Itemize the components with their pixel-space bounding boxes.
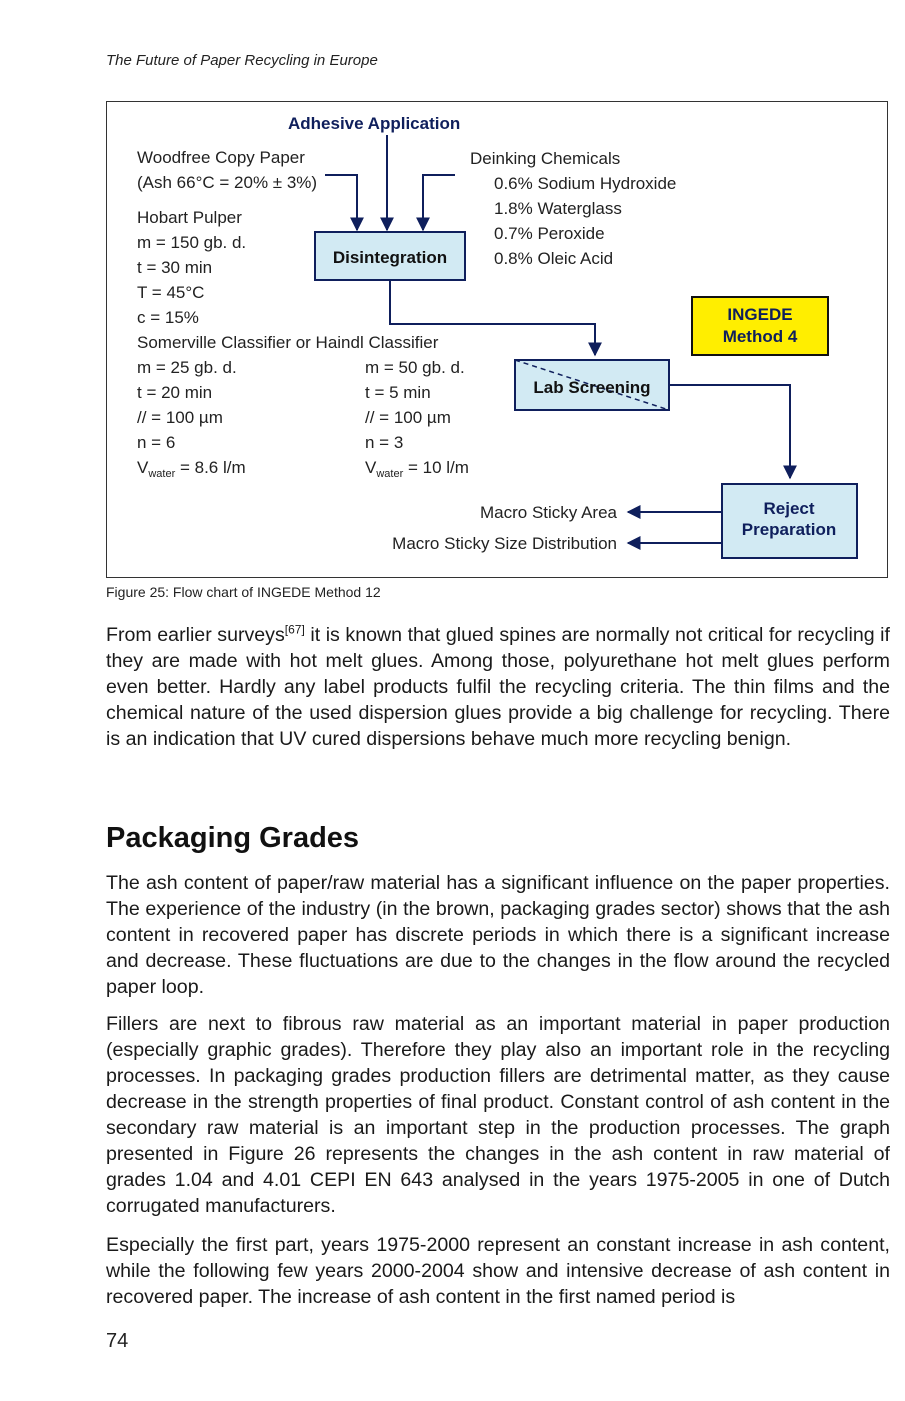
deinking-chemicals-title: Deinking Chemicals (470, 149, 621, 168)
section-heading-packaging-grades: Packaging Grades (106, 822, 360, 854)
haindl-mass: m = 50 gb. d. (365, 358, 465, 377)
haindl-time: t = 5 min (365, 383, 431, 402)
pulper-temperature-label: T = 45°C (137, 283, 205, 302)
classifier-label: Somerville Classifier or Haindl Classifier (137, 333, 439, 352)
somerville-time: t = 20 min (137, 383, 213, 402)
lab-screening-label: Lab Screening (533, 378, 651, 397)
reference-67: [67] (284, 622, 305, 637)
adhesive-application-label: Adhesive Application (288, 114, 461, 133)
deinking-item: 0.7% Peroxide (494, 224, 605, 243)
method-4-label: Method 4 (722, 327, 798, 346)
woodfree-to-disintegration-arrow (325, 175, 357, 230)
reject-label: Reject (763, 499, 815, 518)
figure-caption: Figure 25: Flow chart of INGEDE Method 12 (106, 584, 381, 600)
preparation-label: Preparation (741, 520, 837, 539)
pulper-mass-label: m = 150 gb. d. (137, 233, 247, 252)
paragraph-glued-spines: From earlier surveys[67] it is known that glued spines are normally not critical for recycling if they are made with hot melt glues. Among those, polyurethane hot melt glues perform even better. Hardly any label products fulfil the recycling criteria. The thin films and the chemical nature of the used dispersion glues provide a big challenge for recycling. There is an indication that UV cured dispersions behave much more recycling benign. (106, 622, 890, 750)
woodfree-paper-label: Woodfree Copy Paper (137, 148, 305, 167)
running-header: The Future of Paper Recycling in Europe (106, 52, 378, 69)
haindl-slot: // = 100 µm (365, 408, 451, 427)
pulper-consistency-label: c = 15% (137, 308, 199, 327)
somerville-water: $V_{water} = 8.6$ l/m (137, 458, 246, 480)
deinking-item: 1.8% Waterglass (494, 199, 622, 218)
haindl-n: n = 3 (365, 433, 404, 452)
haindl-water: $V_{water} = 10$ l/m (365, 458, 469, 480)
disintegration-label: Disintegration (332, 248, 448, 267)
flow-chart-figure (106, 101, 888, 578)
flow-chart-svg (107, 102, 889, 579)
paragraph-increase: Especially the first part, years 1975-2000 represent an constant increase in ash content, while the following few years 2000-2004 show and intensive decrease of ash content in recovered paper. The increase of ash content in the first named period is (106, 1234, 890, 1308)
pulper-time-label: t = 30 min (137, 258, 213, 277)
page-number: 74 (106, 1330, 129, 1352)
deinking-item: 0.6% Sodium Hydroxide (494, 174, 677, 193)
deinking-to-disintegration-arrow (423, 175, 455, 230)
somerville-slot: // = 100 µm (137, 408, 223, 427)
somerville-n: n = 6 (137, 433, 176, 452)
ash-label: (Ash 66°C = 20% ± 3%) (137, 173, 318, 192)
ingede-label: INGEDE (727, 305, 793, 324)
paragraph-ash-content: The ash content of paper/raw material has a significant influence on the paper properties. The experience of the industry (in the brown, packaging grades sector) shows that the ash content in recovered paper has discrete periods in which there is a significant increase and decrease. These fluctuations are due to the changes in the flow around the recycled paper loop. (106, 872, 890, 998)
macro-sticky-area-label: Macro Sticky Area (480, 503, 617, 522)
hobart-pulper-label: Hobart Pulper (137, 208, 242, 227)
macro-sticky-size-label: Macro Sticky Size Distribution (392, 534, 617, 553)
lab-screening-to-reject-arrow (669, 385, 790, 478)
paragraph-fillers: Fillers are next to fibrous raw material as an important material in paper production (especially graphic grades). Therefore they play also an important role in the recycling processes. In packaging grades production fillers are detrimental matter, as they cause decrease in the strength properties of final product. Constant control of ash content in the secondary raw material is an important step in the production processes. The graph presented in Figure 26 represents the changes in the ash content in raw material of grades 1.04 and 4.01 CEPI EN 643 analysed in the years 1975-2005 in one of Dutch corrugated manufacturers. (106, 1013, 890, 1217)
somerville-mass: m = 25 gb. d. (137, 358, 237, 377)
deinking-item: 0.8% Oleic Acid (494, 249, 614, 268)
